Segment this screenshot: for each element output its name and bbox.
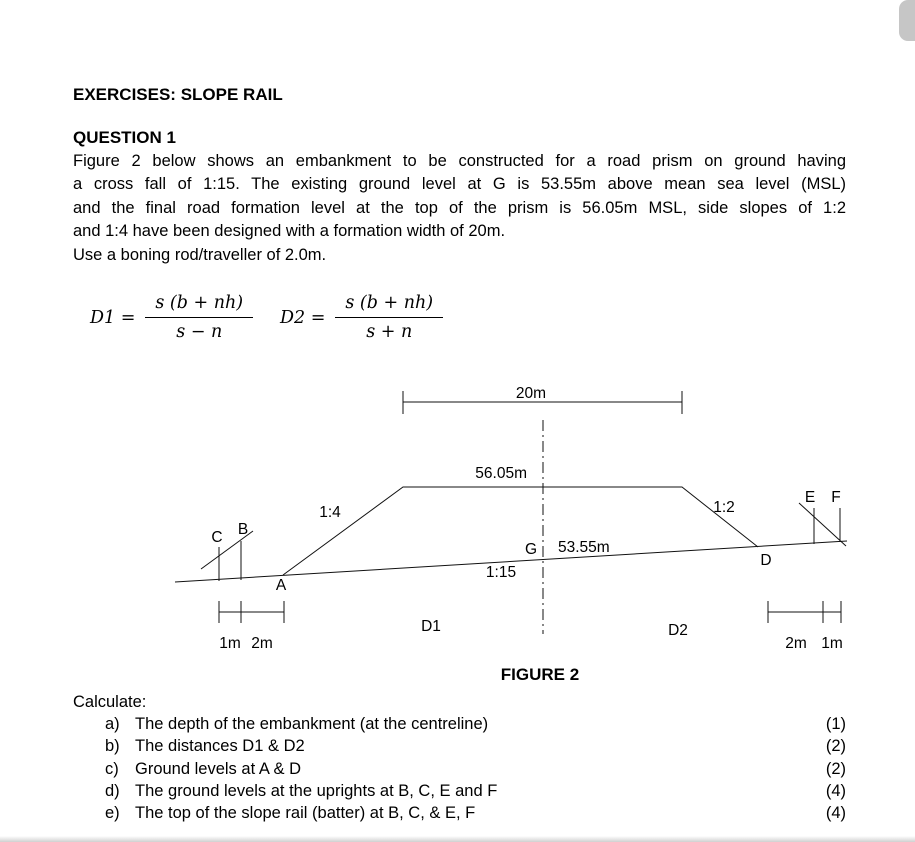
formula-d2-numerator: s (b + nh) xyxy=(335,293,443,318)
item-text: Ground levels at A & D xyxy=(135,759,302,778)
label-formation-level: 56.05m xyxy=(475,465,527,482)
label-point-d: D xyxy=(760,552,772,569)
item-letter: b) xyxy=(105,737,120,756)
label-point-e: E xyxy=(804,489,816,506)
page-bottom-edge xyxy=(0,836,915,842)
paragraph-line: a cross fall of 1:15. The existing ground level at G is 53.55m above mean sea level (MSL) xyxy=(73,175,846,194)
label-distance-d1: D1 xyxy=(421,618,441,635)
item-text: The top of the slope rail (batter) at B, C, & E, F xyxy=(135,804,476,823)
label-left-slope: 1:4 xyxy=(319,504,341,521)
label-distance-d2: D2 xyxy=(668,622,688,639)
item-marks: (2) xyxy=(825,759,846,778)
item-letter: a) xyxy=(105,715,120,734)
item-marks: (1) xyxy=(825,715,846,734)
label-right-1m: 1m xyxy=(821,635,843,652)
item-text: The distances D1 & D2 xyxy=(135,737,305,756)
calc-item xyxy=(73,780,846,802)
label-ground-level: 53.55m xyxy=(558,539,610,556)
item-letter: d) xyxy=(105,781,120,800)
item-marks: (4) xyxy=(825,804,846,823)
item-letter: c) xyxy=(105,759,119,778)
calc-item xyxy=(73,802,846,824)
calc-item xyxy=(73,758,846,780)
calculate-heading: Calculate: xyxy=(73,693,147,711)
label-cross-fall: 1:15 xyxy=(485,564,517,581)
question-heading: QUESTION 1 xyxy=(73,128,176,147)
formula-d1-numerator: s (b + nh) xyxy=(145,293,253,318)
calc-item xyxy=(73,713,846,735)
label-right-slope: 1:2 xyxy=(713,499,735,516)
item-letter: e) xyxy=(105,804,120,823)
formula-d1-lhs: D1 = xyxy=(90,307,136,328)
label-formation-width: 20m xyxy=(515,385,547,402)
paragraph-line: and the final road formation level at the top of the prism is 56.05m MSL, side slopes of 1:2 xyxy=(73,198,846,217)
label-point-c: C xyxy=(211,529,223,546)
item-text: The depth of the embankment (at the centreline) xyxy=(135,715,489,734)
label-point-f: F xyxy=(831,489,841,506)
traveller-note: Use a boning rod/traveller of 2.0m. xyxy=(73,245,327,264)
figure-caption: FIGURE 2 xyxy=(500,665,580,684)
formula-d2-lhs: D2 = xyxy=(280,307,326,328)
scrollbar-thumb[interactable] xyxy=(899,0,915,41)
formula-d2-denominator: s + n xyxy=(366,322,413,342)
label-point-g: G xyxy=(524,541,538,558)
label-point-a: A xyxy=(275,577,287,594)
item-marks: (4) xyxy=(825,781,846,800)
item-marks: (2) xyxy=(825,737,846,756)
embankment-outline xyxy=(283,487,758,575)
calc-item xyxy=(73,735,846,757)
page-title: EXERCISES: SLOPE RAIL xyxy=(73,85,283,104)
label-point-b: B xyxy=(237,521,249,538)
paragraph-line: and 1:4 have been designed with a formation width of 20m. xyxy=(73,222,506,241)
formula-d1-denominator: s − n xyxy=(176,322,223,342)
label-left-2m: 2m xyxy=(251,635,273,652)
label-right-2m: 2m xyxy=(785,635,807,652)
item-text: The ground levels at the uprights at B, C, E and F xyxy=(135,781,498,800)
calculate-section xyxy=(73,691,846,824)
paragraph-line: Figure 2 below shows an embankment to be constructed for a road prism on ground having xyxy=(73,152,846,170)
label-left-1m: 1m xyxy=(219,635,241,652)
slope-rail-right xyxy=(799,503,846,546)
